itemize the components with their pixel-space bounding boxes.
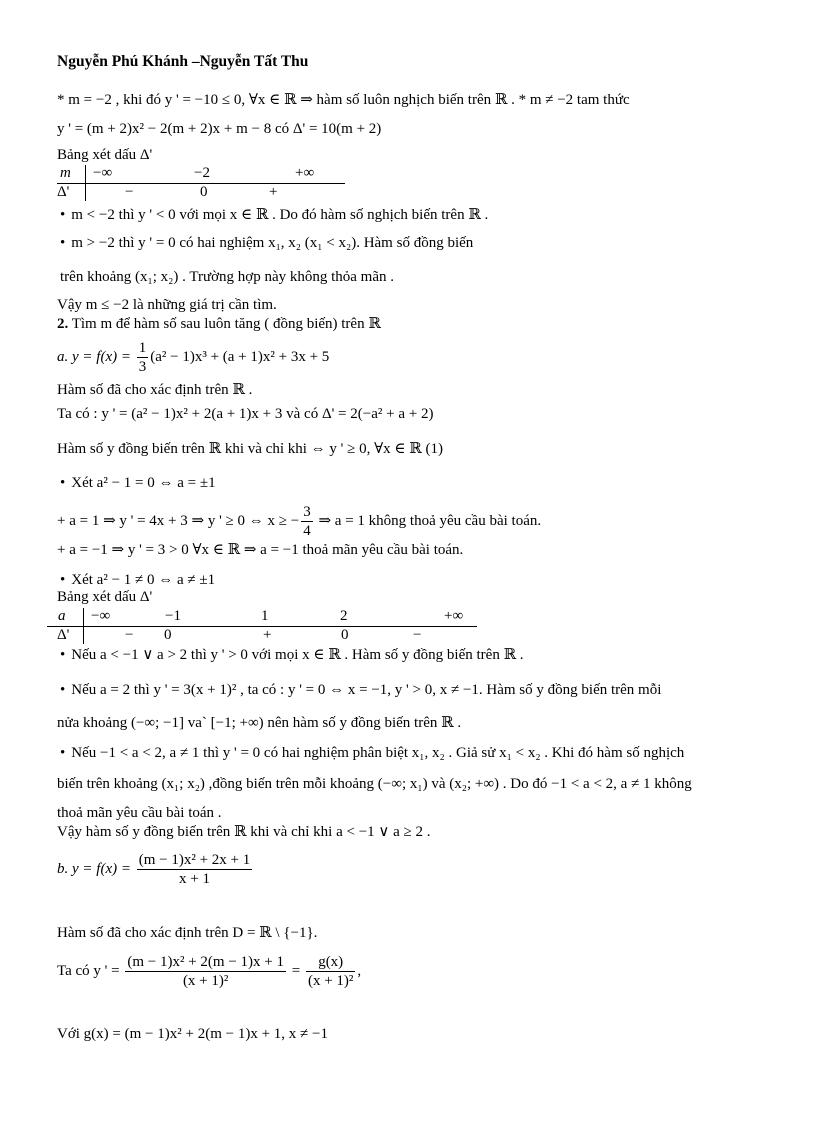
- numerator: (m − 1)x² + 2(m − 1)x + 1: [127, 954, 284, 970]
- formula-line: y ' = (m + 2)x² − 2(m + 2)x + m − 8 có Δ' = 10(m + 2): [57, 121, 382, 137]
- formula-part: + a = 1 ⇒ y ' = 4x + 3 ⇒ y ' ≥ 0 ⇔ x ≥ −: [57, 512, 300, 529]
- formula-part: b. y = f(x) =: [57, 860, 135, 877]
- formula-line: Với g(x) = (m − 1)x² + 2(m − 1)x + 1, x ≠ −1: [57, 1026, 328, 1042]
- formula-line: [57, 339, 329, 376]
- numerator: (m − 1)x² + 2x + 1: [138, 852, 251, 868]
- table-cell: −∞: [93, 165, 113, 181]
- table-divider: [83, 608, 84, 644]
- exercise-text: Tìm m để hàm số sau luôn tăng ( đồng biến) trên ℝ: [68, 316, 381, 332]
- text-line: * m = −2 , khi đó y ' = −10 ≤ 0, ∀x ∈ ℝ ⇒ hàm số luôn nghịch biến trên ℝ . * m ≠ −2 tam thức: [57, 92, 630, 108]
- formula-line: [57, 953, 361, 990]
- table-cell: +: [263, 627, 272, 643]
- exercise-number: 2.: [57, 316, 69, 332]
- formula-part: (a² − 1)x³ + (a + 1)x² + 3x + 5: [150, 348, 330, 365]
- text-line: • Nếu a = 2 thì y ' = 3(x + 1)² , ta có : y ' = 0 ⇔ x = −1, y ' > 0, x ≠ −1. Hàm số y đồng biến trên mỗi: [60, 681, 661, 699]
- text-line: • m > −2 thì y ' = 0 có hai nghiệm x₁, x₂ (x₁ < x₂). Hàm số đồng biến: [60, 234, 473, 252]
- text-line: • m < −2 thì y ' < 0 với mọi x ∈ ℝ . Do đó hàm số nghịch biến trên ℝ .: [60, 206, 488, 224]
- table-cell: 1: [261, 608, 269, 624]
- table-cell: 0: [341, 627, 349, 643]
- table-cell: +: [269, 184, 278, 200]
- table-cell: 0: [164, 627, 172, 643]
- denominator: 3: [138, 359, 147, 375]
- text-line: • Nếu a < −1 ∨ a > 2 thì y ' > 0 với mọi x ∈ ℝ . Hàm số y đồng biến trên ℝ .: [60, 646, 524, 664]
- denominator: (x + 1)²: [182, 973, 229, 989]
- fraction: [137, 339, 149, 376]
- text-line: Bảng xét dấu Δ': [57, 589, 153, 605]
- fraction: [306, 953, 355, 990]
- table-cell: +∞: [295, 165, 315, 181]
- text-line: • Nếu −1 < a < 2, a ≠ 1 thì y ' = 0 có hai nghiệm phân biệt x₁, x₂ . Giả sử x₁ < x₂ . Khi đó hàm số nghịch: [60, 744, 684, 762]
- formula-line: Ta có : y ' = (a² − 1)x² + 2(a + 1)x + 3 và có Δ' = 2(−a² + a + 2): [57, 406, 434, 422]
- text-line: Hàm số đã cho xác định trên ℝ .: [57, 382, 253, 398]
- table-cell: +∞: [444, 608, 464, 624]
- formula-part: ,: [357, 962, 362, 979]
- page-header: Nguyễn Phú Khánh –Nguyễn Tất Thu: [57, 53, 309, 70]
- table-cell: −2: [194, 165, 210, 181]
- formula-line: [57, 851, 254, 888]
- table-cell: −: [125, 184, 134, 200]
- table-label: m: [60, 165, 71, 181]
- table-cell: −: [125, 627, 134, 643]
- text-line: Hàm số đã cho xác định trên D = ℝ \ {−1}.: [57, 925, 318, 941]
- table-divider: [85, 165, 86, 201]
- fraction: [125, 953, 286, 990]
- fraction: [301, 503, 313, 540]
- text-line: trên khoảng (x₁; x₂) . Trường hợp này không thỏa mãn .: [60, 269, 395, 285]
- table-label: a: [58, 608, 66, 624]
- text-line: nửa khoảng (−∞; −1] va` [−1; +∞) nên hàm số y đồng biến trên ℝ .: [57, 715, 462, 731]
- formula-part: ⇒ a = 1 không thoả yêu cầu bài toán.: [314, 512, 542, 529]
- table-cell: 2: [340, 608, 348, 624]
- numerator: 1: [138, 340, 147, 356]
- text-line: Vậy m ≤ −2 là những giá trị cần tìm.: [57, 297, 277, 313]
- table-cell: −1: [165, 608, 181, 624]
- denominator: 4: [303, 523, 311, 539]
- text-line: • Xét a² − 1 ≠ 0 ⇔ a ≠ ±1: [60, 571, 215, 589]
- table-cell: −∞: [91, 608, 111, 624]
- exercise-title: [57, 315, 381, 333]
- numerator: g(x): [306, 953, 355, 972]
- formula-part: a. y = f(x) =: [57, 348, 135, 365]
- numerator: 3: [303, 504, 311, 520]
- table-cell: 0: [200, 184, 208, 200]
- text-line: • Xét a² − 1 = 0 ⇔ a = ±1: [60, 474, 216, 492]
- fraction: [137, 851, 253, 888]
- table-cell: −: [413, 627, 422, 643]
- text-line: biến trên khoảng (x₁; x₂) ,đồng biến trên mỗi khoảng (−∞; x₁) và (x₂; +∞) . Do đó −1 < a < 2, a ≠ 1 không: [57, 776, 692, 792]
- formula-part: =: [288, 962, 304, 979]
- text-line: Hàm số y đồng biến trên ℝ khi và chỉ khi ⇔ y ' ≥ 0, ∀x ∈ ℝ (1): [57, 441, 443, 457]
- denominator: x + 1: [179, 871, 210, 887]
- text-line: + a = −1 ⇒ y ' = 3 > 0 ∀x ∈ ℝ ⇒ a = −1 thoả mãn yêu cầu bài toán.: [57, 542, 464, 558]
- formula-part: Ta có y ' =: [57, 962, 124, 979]
- table-label: Δ': [57, 184, 70, 200]
- text-line: Bảng xét dấu Δ': [57, 147, 153, 163]
- text-line: Vậy hàm số y đồng biến trên ℝ khi và chỉ khi a < −1 ∨ a ≥ 2 .: [57, 824, 431, 840]
- formula-line: [57, 503, 541, 540]
- table-label: Δ': [57, 627, 70, 643]
- text-line: thoả mãn yêu cầu bài toán .: [57, 805, 222, 821]
- denominator: (x + 1)²: [307, 973, 354, 989]
